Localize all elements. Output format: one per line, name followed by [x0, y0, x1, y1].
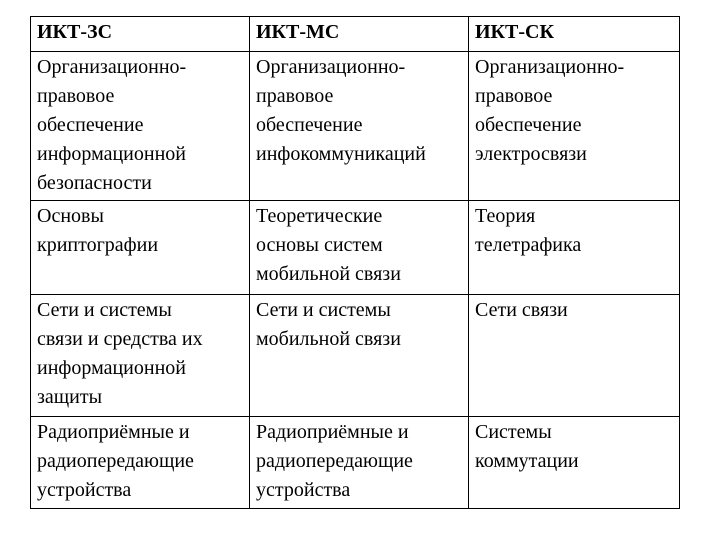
cell-line: информационной [37, 143, 186, 165]
cell-line: Сети и системы [37, 299, 172, 321]
table-row [31, 417, 680, 509]
table-cell [31, 52, 250, 201]
cell-line: обеспечение [37, 114, 144, 136]
table-cell [250, 201, 469, 295]
cell-line: Радиоприёмные и [37, 421, 190, 443]
cell-line: связи и средства их [37, 328, 203, 350]
cell-line: устройства [256, 479, 351, 501]
table-cell [469, 417, 680, 509]
column-header: ИКТ-СК [469, 17, 680, 52]
cell-line: Теоретические [256, 205, 383, 227]
cell-line: Теория [475, 205, 536, 227]
cell-line: мобильной связи [256, 263, 401, 285]
cell-line: Организационно- [256, 56, 406, 78]
table-cell [250, 295, 469, 417]
table-cell [31, 201, 250, 295]
cell-line: мобильной связи [256, 328, 401, 350]
cell-line: защиты [37, 386, 103, 408]
cell-line: безопасности [37, 172, 152, 194]
cell-line: радиопередающие [37, 450, 194, 472]
cell-line: Организационно- [37, 56, 187, 78]
cell-line: обеспечение [475, 114, 582, 136]
cell-line: обеспечение [256, 114, 363, 136]
table-row [31, 52, 680, 201]
cell-line: Организационно- [475, 56, 625, 78]
cell-line: Радиоприёмные и [256, 421, 409, 443]
column-header: ИКТ-ЗС [31, 17, 250, 52]
cell-line: правовое [256, 85, 334, 107]
cell-line: Сети и системы [256, 299, 391, 321]
curriculum-table [30, 16, 680, 509]
cell-line: радиопередающие [256, 450, 413, 472]
cell-line: правовое [37, 85, 115, 107]
cell-line: криптографии [37, 234, 159, 256]
table-row [31, 295, 680, 417]
table-cell [31, 417, 250, 509]
cell-line: основы систем [256, 234, 383, 256]
cell-line: устройства [37, 479, 132, 501]
table-cell [469, 52, 680, 201]
table-cell [250, 417, 469, 509]
cell-line: инфокоммуникаций [256, 143, 426, 165]
cell-line: коммутации [475, 450, 579, 472]
cell-line: Сети связи [475, 299, 568, 321]
column-header: ИКТ-МС [250, 17, 469, 52]
table-body [31, 17, 680, 509]
cell-line: электросвязи [475, 143, 587, 165]
cell-line: Основы [37, 205, 104, 227]
cell-line: правовое [475, 85, 553, 107]
cell-line: Системы [475, 421, 552, 443]
table-cell [31, 295, 250, 417]
table-row [31, 201, 680, 295]
cell-line: телетрафика [475, 234, 582, 256]
header-row [31, 17, 680, 52]
table-cell [469, 201, 680, 295]
table-cell [250, 52, 469, 201]
cell-line: информационной [37, 357, 186, 379]
table-cell [469, 295, 680, 417]
